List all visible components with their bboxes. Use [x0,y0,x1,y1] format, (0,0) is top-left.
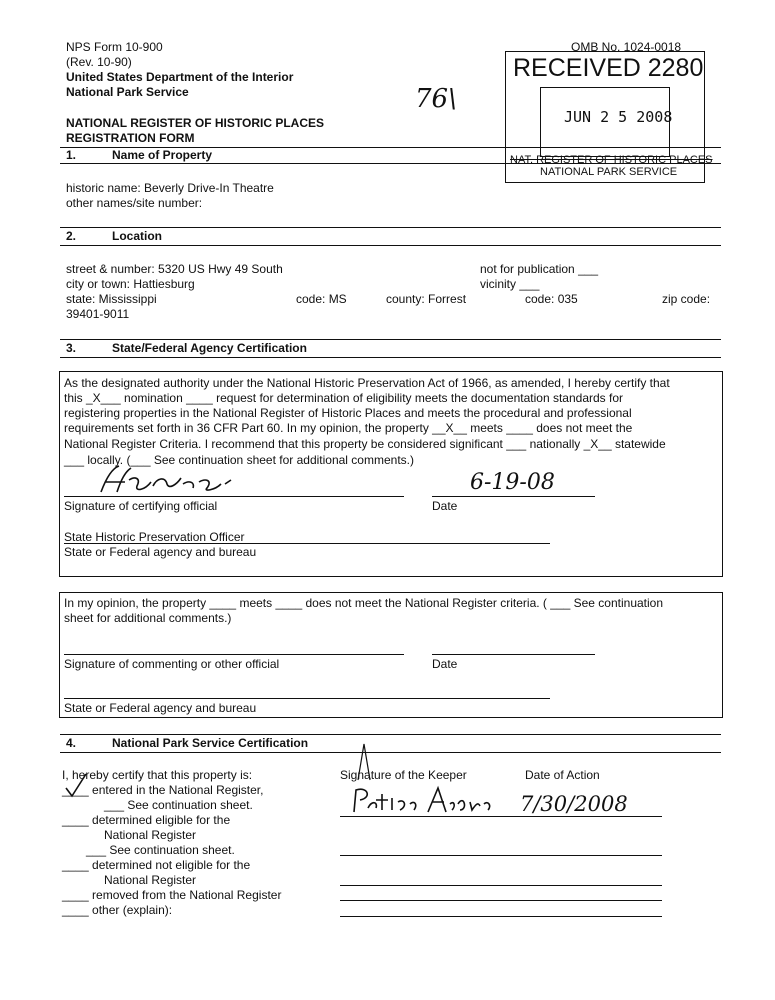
county-code: code: 035 [525,292,578,306]
cert-text-line: registering properties in the National Register of Historic Places and meets the procedural and professional [64,406,632,420]
certifying-official-signature [95,462,245,500]
status-other: ____ other (explain): [62,903,173,917]
form-revision: (Rev. 10-90) [66,55,132,69]
agency: National Park Service [66,85,189,99]
cert-text-line: this _X___ nomination ____ request for determination of eligibility meets the documentation standards for [64,391,623,405]
certifying-date-label: Date [432,499,458,513]
cert-text-line: As the designated authority under the National Historic Preservation Act of 1966, as amended, I hereby certify that [64,376,670,390]
rule-s3-top [60,339,721,340]
officer-title: State Historic Preservation Officer [64,530,245,544]
keeper-certify-statement: I, hereby certify that this property is: [62,768,253,782]
comment-text-line1: In my opinion, the property ____ meets ____ does not meet the National Register criteria. ( ___ See continuation [64,596,664,610]
keeper-signature [348,784,498,816]
stamp-line1: NAT. REGISTER OF HISTORIC PLACES [510,154,713,166]
date-line-certifying [432,496,595,497]
keeper-line-5 [340,916,662,917]
keeper-line-1 [340,816,662,817]
sig-line-commenting [64,654,404,655]
city-town: city or town: Hattiesburg [66,277,195,291]
form-id: NPS Form 10-900 [66,40,163,54]
state-bureau-label: State or Federal agency and bureau [64,545,257,559]
zip-label: zip code: [662,292,711,306]
certifying-signature-label: Signature of certifying official [64,499,218,513]
status-eligible-register: National Register [104,828,197,842]
section4-number: 4. [66,736,77,750]
keeper-line-3 [340,885,662,886]
state-code: code: MS [296,292,347,306]
state: state: Mississippi [66,292,157,306]
section2-number: 2. [66,229,77,243]
status-determined-eligible: ____ determined eligible for the [62,813,231,827]
status-not-eligible-register: National Register [104,873,197,887]
section3-number: 3. [66,341,77,355]
section3-title: State/Federal Agency Certification [112,341,307,355]
date-of-action-label: Date of Action [525,768,600,782]
section2-title: Location [112,229,162,243]
rule-s3-bottom [60,357,721,358]
status-not-eligible: ____ determined not eligible for the [62,858,251,872]
zip-code: 39401-9011 [66,307,130,321]
commenting-signature-label: Signature of commenting or other official [64,657,280,671]
officer-line [64,543,550,544]
status-removed: ____ removed from the National Register [62,888,282,902]
keeper-line-4 [340,900,662,901]
vicinity: vicinity ___ [480,277,540,291]
cert-text-line: National Register Criteria. I recommend that this property be considered significant ___ nationally _X__ statewide [64,437,666,451]
historic-name: historic name: Beverly Drive-In Theatre [66,181,274,195]
bureau-line-commenting [64,698,550,699]
stamp-received: RECEIVED 2280 [513,54,704,82]
county: county: Forrest [386,292,467,306]
sig-line-certifying [64,496,404,497]
rule-s4-bottom [60,752,721,753]
status-eligible-continuation: ___ See continuation sheet. [86,843,235,857]
keeper-line-2 [340,855,662,856]
certifying-date-value: 6-19-08 [470,470,555,495]
commenting-bureau-label: State or Federal agency and bureau [64,701,257,715]
rule-s4-top [60,734,721,735]
rule-s2-top [60,227,721,228]
stamp-date: JUN 2 5 2008 [564,108,673,126]
status-entered-continuation: ___ See continuation sheet. [104,798,253,812]
not-for-publication: not for publication ___ [480,262,599,276]
other-names: other names/site number: [66,196,203,210]
comment-text-line2: sheet for additional comments.) [64,611,232,625]
status-entered: ____ entered in the National Register, [62,783,264,797]
stamp-line2: NATIONAL PARK SERVICE [540,166,678,178]
date-line-commenting [432,654,595,655]
form-subtitle: REGISTRATION FORM [66,131,195,145]
omb-number: OMB No. 1024-0018 [571,40,682,54]
cert-text-line: ___ locally. (___ See continuation sheet for additional comments.) [64,453,414,467]
section1-number: 1. [66,148,77,162]
rule-s1-bottom [60,163,721,164]
department: United States Department of the Interior [66,70,294,84]
section4-title: National Park Service Certification [112,736,309,750]
keeper-signature-label: Signature of the Keeper [340,768,467,782]
rule-s2-bottom [60,245,721,246]
form-title: NATIONAL REGISTER OF HISTORIC PLACES [66,116,325,130]
commenting-date-label: Date [432,657,458,671]
street-number: street & number: 5320 US Hwy 49 South [66,262,283,276]
cert-text-line: requirements set forth in 36 CFR Part 60. In my opinion, the property __X__ meets ____ does not meet the [64,421,633,435]
checkmark-icon [62,770,92,800]
date-of-action-value: 7/30/2008 [520,792,628,816]
handwritten-ref-number: 76\ [415,84,457,114]
section1-title: Name of Property [112,148,213,162]
